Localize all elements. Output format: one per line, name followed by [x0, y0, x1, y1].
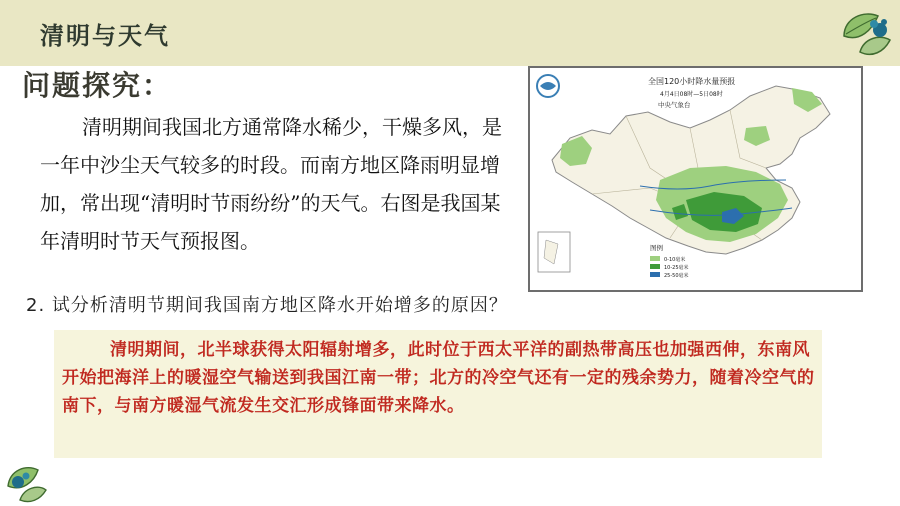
legend-title: 图例: [650, 244, 663, 252]
map-title: 全国120小时降水量预报: [648, 77, 736, 86]
section-heading: 问题探究：: [22, 69, 173, 102]
legend-item: 25-50毫米: [664, 273, 689, 279]
answer-text: 清明期间，北半球获得太阳辐射增多，此时位于西太平洋的副热带高压也加强西伸，东南风开始把海洋上的暖湿空气输送到我国江南一带；北方的冷空气还有一定的残余势力，随着冷空气的南下，与南方暖湿气流发生交汇形成锋面带来降水。: [62, 340, 815, 416]
leaf-decoration-icon: [838, 8, 894, 62]
legend-item: 10-25毫米: [664, 265, 689, 271]
map-issuer: 中央气象台: [658, 101, 691, 109]
map-period: 4月4日08时—5日08时: [660, 91, 723, 98]
question-text: 2. 试分析清明节期间我国南方地区降水开始增多的原因？: [26, 295, 508, 316]
intro-paragraph: 清明期间我国北方通常降水稀少，干燥多风，是一年中沙尘天气较多的时段。而南方地区降雨明显增加，常出现“清明时节雨纷纷”的天气。右图是我国某年清明时节天气预报图。: [40, 115, 502, 253]
answer-box: [54, 330, 822, 458]
legend-item: 0-10毫米: [664, 257, 686, 263]
slide-title: 清明与天气: [40, 22, 170, 50]
map-legend: [650, 243, 689, 279]
leaf-decoration-icon: [4, 462, 50, 504]
cma-logo-icon: [537, 75, 559, 97]
precipitation-forecast-map: [528, 66, 863, 292]
